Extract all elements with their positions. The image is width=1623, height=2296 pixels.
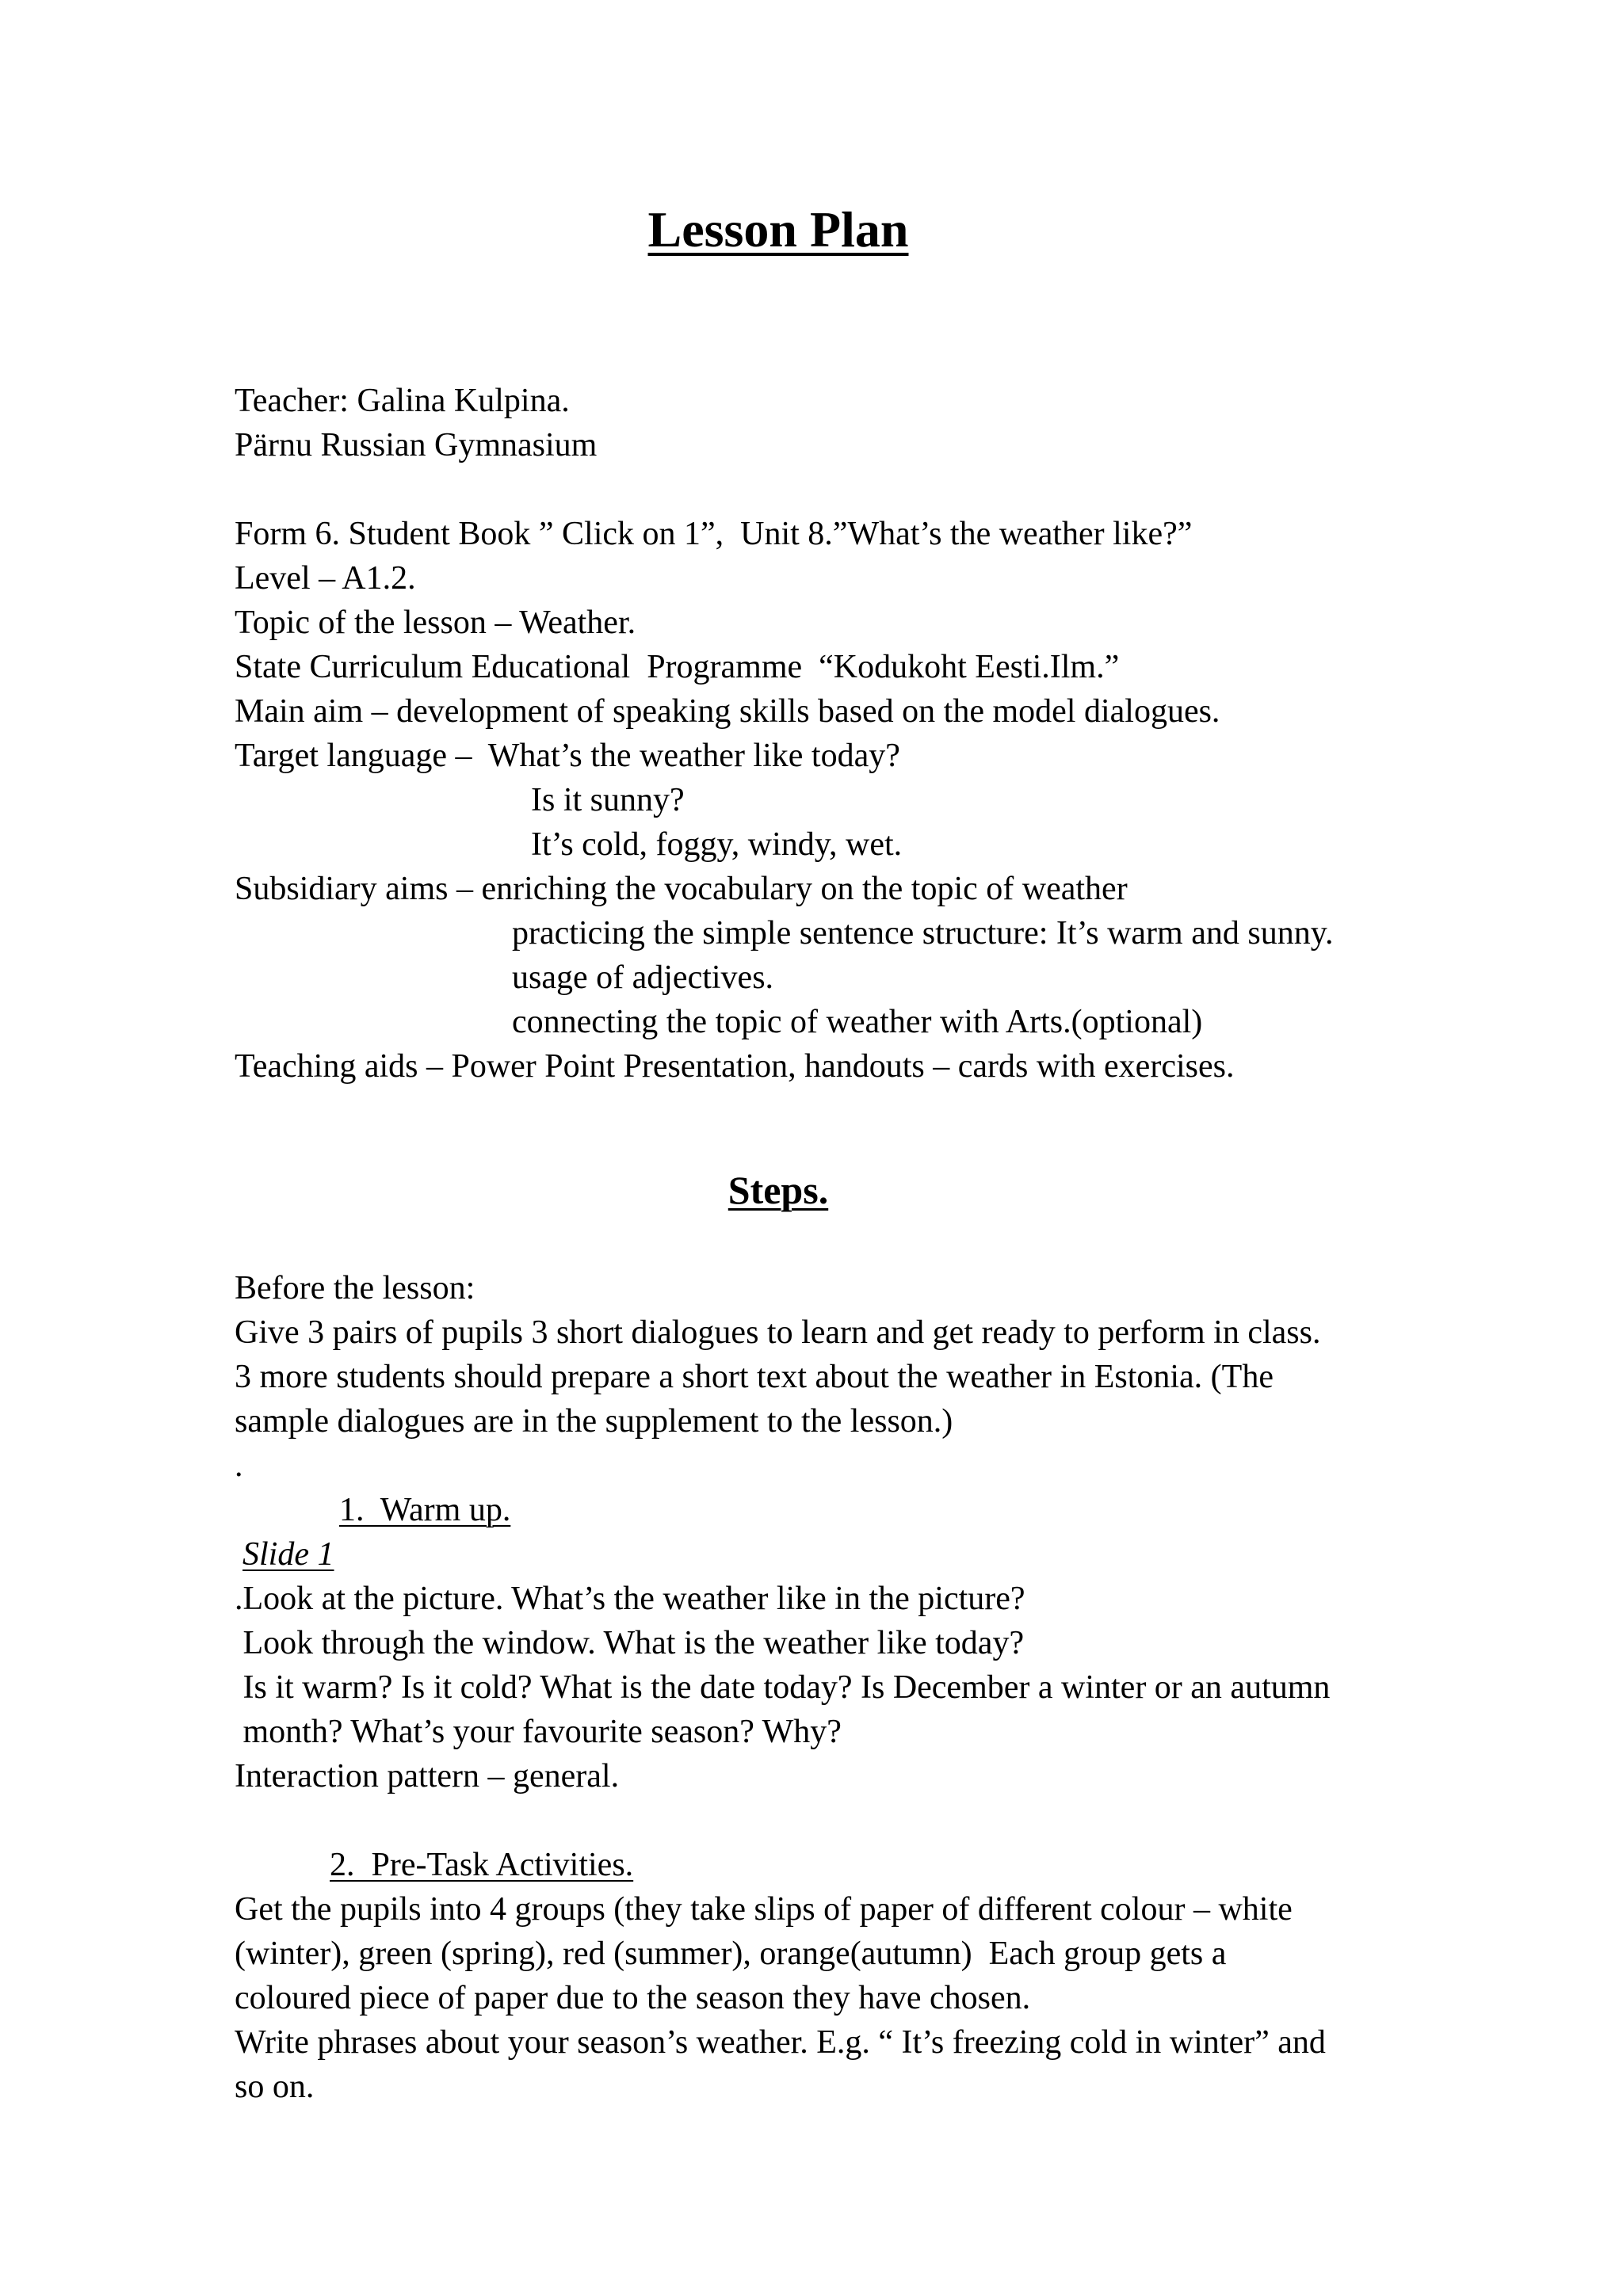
before-lesson-line: sample dialogues are in the supplement to the lesson.) <box>235 1403 953 1440</box>
subsidiary-aims-line: practicing the simple sentence structure: It’s warm and sunny. <box>512 915 1334 952</box>
step-1-line: Interaction pattern – general. <box>235 1758 620 1794</box>
subsidiary-aims-line: usage of adjectives. <box>512 959 774 996</box>
step-2-line: Get the pupils into 4 groups (they take slips of paper of different colour – white <box>235 1891 1293 1928</box>
step-2-line: (winter), green (spring), red (summer), orange(autumn) Each group gets a <box>235 1936 1227 1972</box>
steps-heading: Steps. <box>727 1168 829 1212</box>
school-line: Pärnu Russian Gymnasium <box>235 427 598 463</box>
step-2-heading: 2. Pre-Task Activities. <box>330 1847 634 1883</box>
before-lesson-line: . <box>235 1447 243 1484</box>
step-1-line: .Look at the picture. What’s the weather like in the picture? <box>235 1581 1025 1617</box>
target-language-line: Target language – What’s the weather like today? <box>235 738 900 774</box>
main-aim-line: Main aim – development of speaking skills based on the model dialogues. <box>235 693 1220 730</box>
level-line: Level – A1.2. <box>235 560 416 597</box>
step-2-line: so on. <box>235 2069 315 2105</box>
step-1-heading: 1. Warm up. <box>339 1492 511 1528</box>
step-1-line: Look through the window. What is the weather like today? <box>235 1625 1025 1661</box>
step-2-line: Write phrases about your season’s weather. E.g. “ It’s freezing cold in winter” and <box>235 2024 1326 2061</box>
page-title: Lesson Plan <box>647 201 909 257</box>
step-2-line: coloured piece of paper due to the season they have chosen. <box>235 1980 1031 2016</box>
teaching-aids-line: Teaching aids – Power Point Presentation, handouts – cards with exercises. <box>235 1048 1235 1085</box>
step-1-line: month? What’s your favourite season? Why? <box>235 1714 842 1750</box>
curriculum-line: State Curriculum Educational Programme “Kodukoht Eesti.Ilm.” <box>235 649 1120 685</box>
topic-line: Topic of the lesson – Weather. <box>235 605 636 641</box>
teacher-line: Teacher: Galina Kulpina. <box>235 383 570 419</box>
before-lesson-line: Give 3 pairs of pupils 3 short dialogues to learn and get ready to perform in class. <box>235 1314 1321 1351</box>
before-lesson-line: Before the lesson: <box>235 1270 475 1306</box>
target-language-line: Is it sunny? <box>531 782 685 818</box>
form-line: Form 6. Student Book ” Click on 1”, Unit 8.”What’s the weather like?” <box>235 516 1193 552</box>
subsidiary-aims-line: Subsidiary aims – enriching the vocabulary on the topic of weather <box>235 871 1128 907</box>
step-1-line: Is it warm? Is it cold? What is the date today? Is December a winter or an autumn <box>235 1669 1331 1706</box>
before-lesson-line: 3 more students should prepare a short text about the weather in Estonia. (The <box>235 1359 1274 1395</box>
target-language-line: It’s cold, foggy, windy, wet. <box>531 826 903 863</box>
subsidiary-aims-line: connecting the topic of weather with Arts.(optional) <box>512 1004 1203 1040</box>
slide-1-label: Slide 1 <box>242 1536 334 1573</box>
